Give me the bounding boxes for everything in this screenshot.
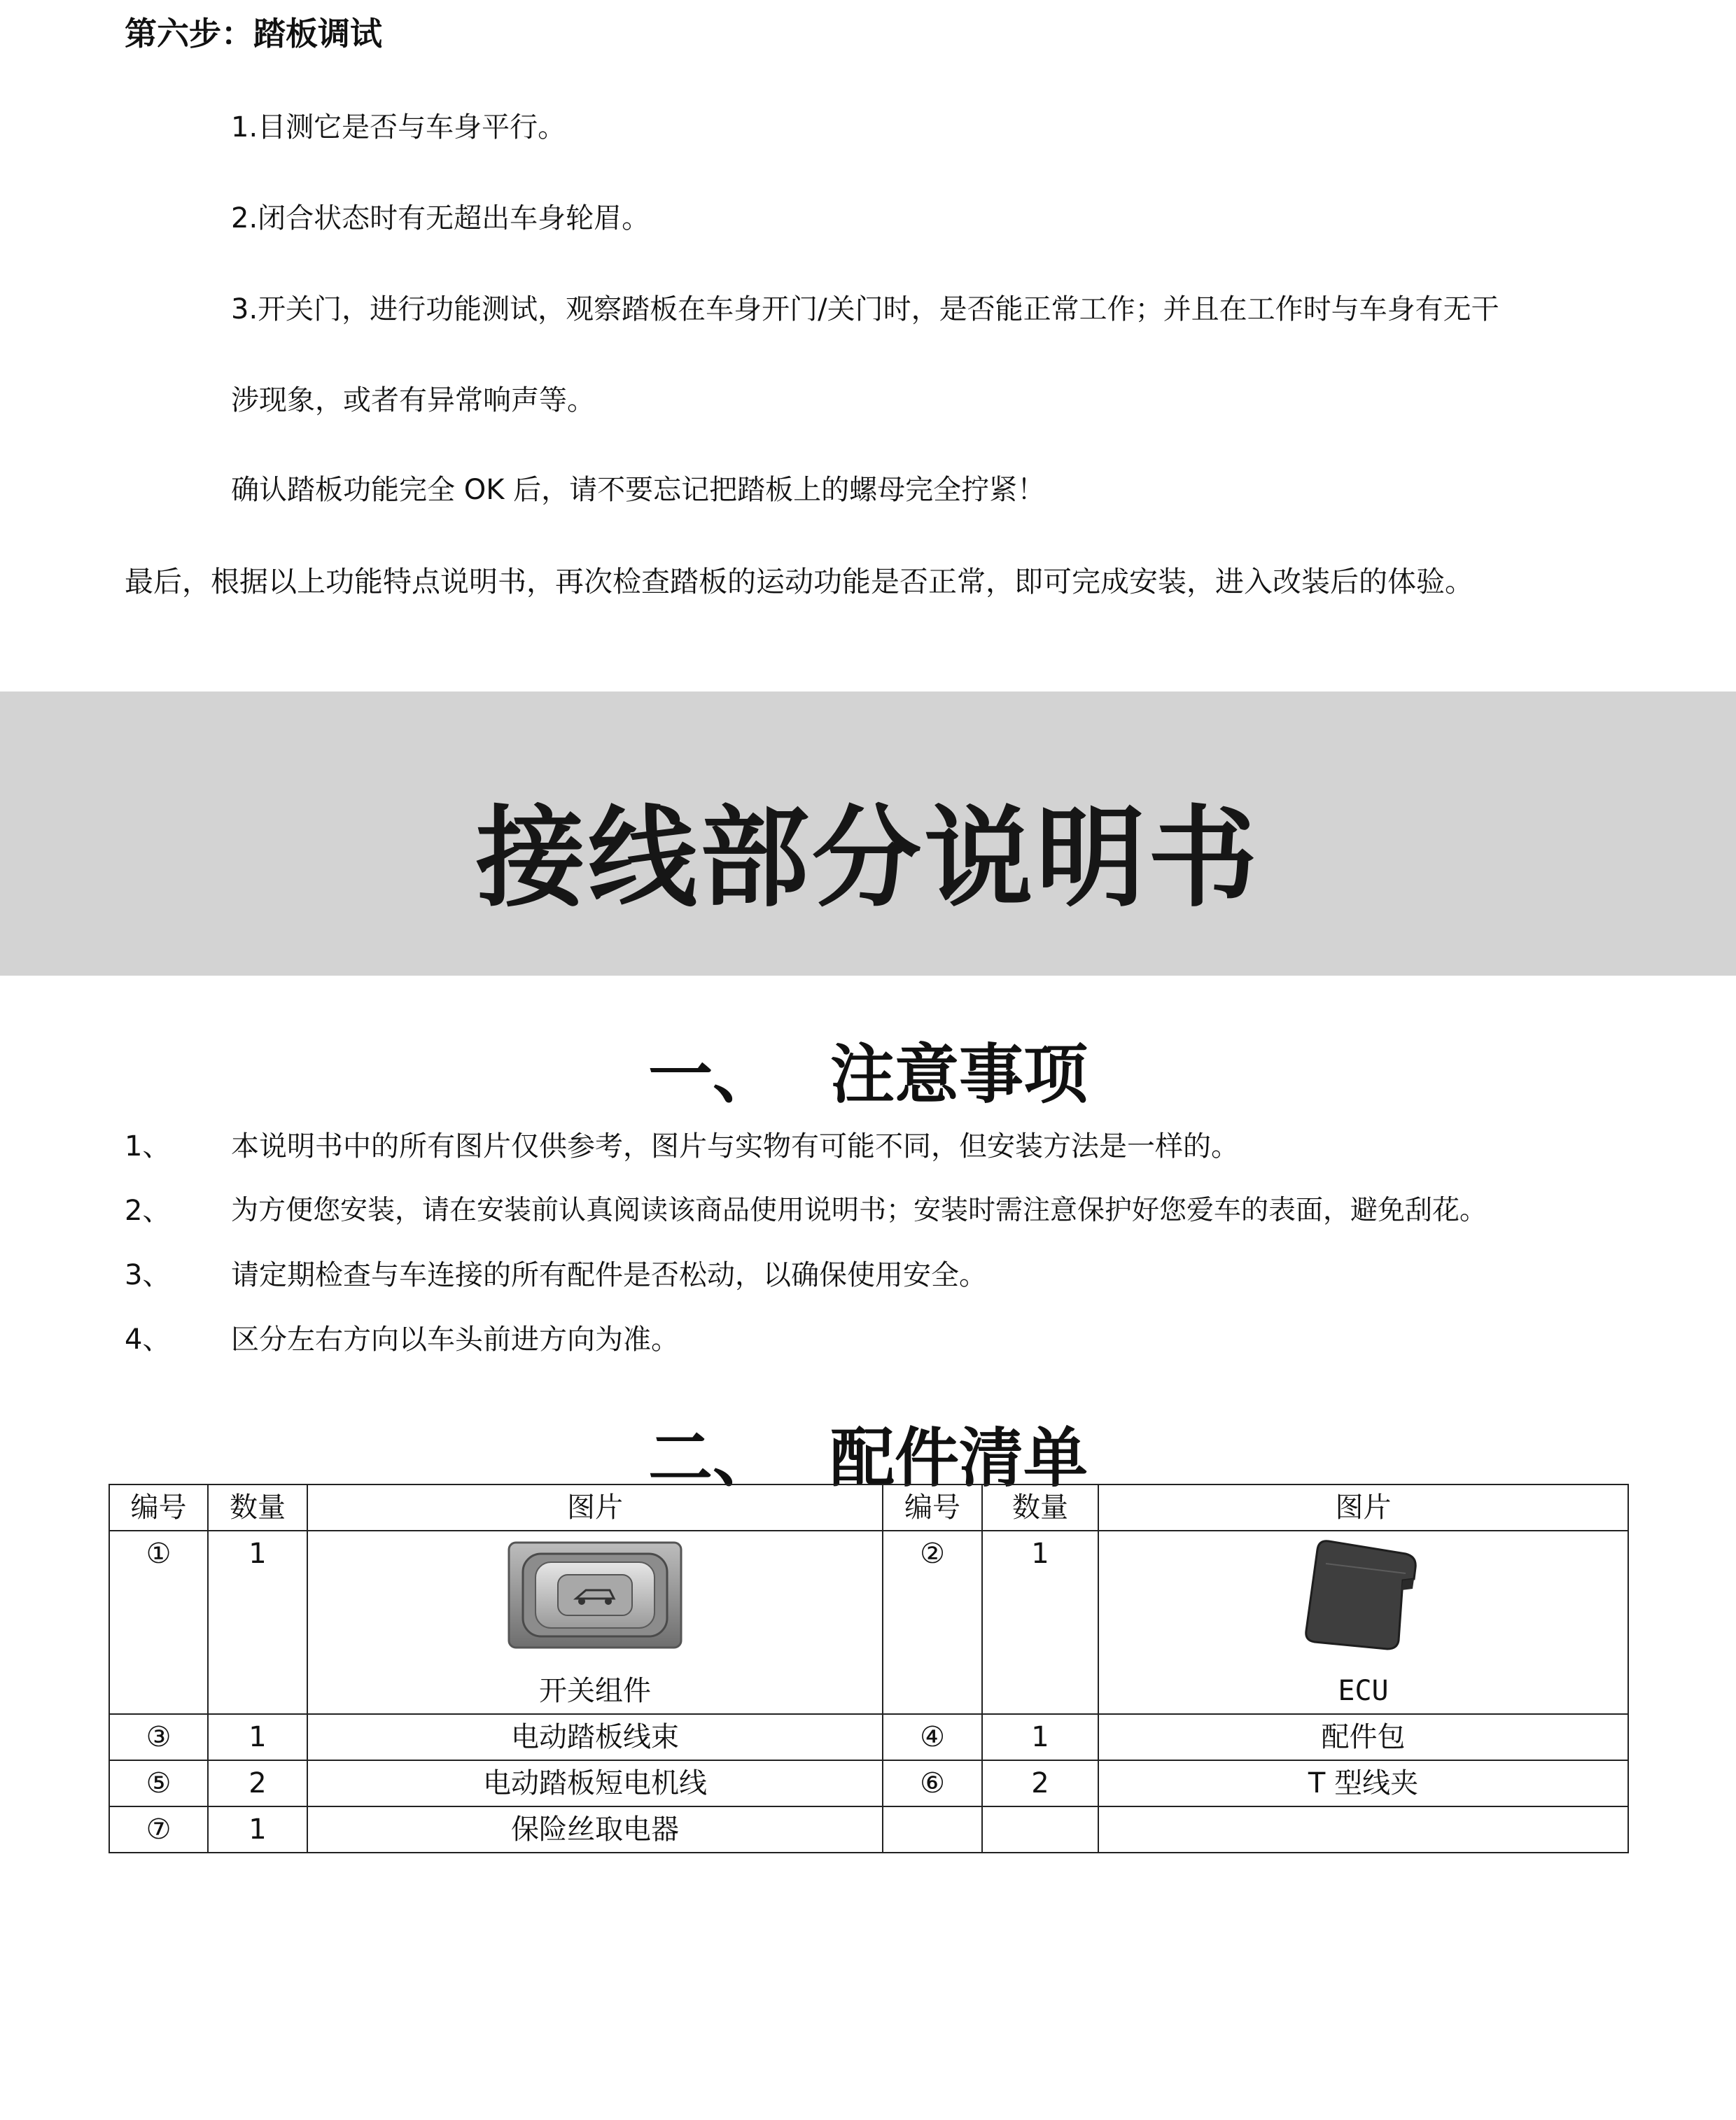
cell-id: ④ <box>883 1714 982 1760</box>
table-row <box>109 1531 1628 1714</box>
parts-table <box>108 1484 1629 1853</box>
cell-qty: 1 <box>208 1806 307 1853</box>
header-id-2: 编号 <box>883 1484 982 1531</box>
parts-section-number: 二、 <box>648 1421 777 1496</box>
parts-section-label: 配件清单 <box>830 1421 1088 1496</box>
part-name-1: 开关组件 <box>539 1675 651 1707</box>
cell-id: ⑤ <box>109 1760 208 1806</box>
cell-qty <box>982 1806 1098 1853</box>
table-row <box>109 1806 1628 1853</box>
notes-section-title <box>0 1023 1736 1116</box>
cell-id <box>883 1806 982 1853</box>
cell-qty: 2 <box>982 1760 1098 1806</box>
note-text-2: 为方便您安装，请在安装前认真阅读该商品使用说明书；安装时需注意保护好您爱车的表面，避免刮花。 <box>231 1195 1488 1226</box>
note-num-4: 4、 <box>125 1324 171 1356</box>
table-row <box>109 1714 1628 1760</box>
cell-image-ecu <box>1098 1531 1628 1714</box>
step6-item-2: 2.闭合状态时有无超出车身轮眉。 <box>231 202 650 234</box>
note-text-4: 区分左右方向以车头前进方向为准。 <box>231 1324 679 1356</box>
cell-id: ③ <box>109 1714 208 1760</box>
table-row <box>109 1760 1628 1806</box>
switch-assembly-image <box>507 1541 682 1649</box>
header-image-2: 图片 <box>1098 1484 1628 1531</box>
step6-item-1: 1.目测它是否与车身平行。 <box>231 111 566 143</box>
step6-confirm: 确认踏板功能完全 OK 后，请不要忘记把踏板上的螺母完全拧紧！ <box>231 474 1046 506</box>
part-name-4: 配件包 <box>1098 1714 1628 1760</box>
cell-qty: 2 <box>208 1760 307 1806</box>
cell-qty: 1 <box>982 1531 1098 1714</box>
step6-item-3-cont: 涉现象，或者有异常响声等。 <box>231 384 595 416</box>
header-qty-1: 数量 <box>208 1484 307 1531</box>
note-text-1: 本说明书中的所有图片仅供参考，图片与实物有可能不同，但安装方法是一样的。 <box>231 1130 1239 1163</box>
note-num-3: 3、 <box>125 1259 171 1291</box>
part-name-6: T 型线夹 <box>1098 1760 1628 1806</box>
cell-id: ① <box>109 1531 208 1714</box>
notes-section-label: 注意事项 <box>830 1037 1088 1112</box>
cell-id: ② <box>883 1531 982 1714</box>
part-name-5: 电动踏板短电机线 <box>307 1760 883 1806</box>
cell-image-switch <box>307 1531 883 1714</box>
cell-qty: 1 <box>208 1531 307 1714</box>
header-qty-2: 数量 <box>982 1484 1098 1531</box>
step6-final: 最后，根据以上功能特点说明书，再次检查踏板的运动功能是否正常，即可完成安装，进入改装后的体验。 <box>125 565 1474 598</box>
header-id-1: 编号 <box>109 1484 208 1531</box>
cell-qty: 1 <box>982 1714 1098 1760</box>
part-name-8 <box>1098 1806 1628 1853</box>
ecu-image <box>1301 1536 1427 1655</box>
header-image-1: 图片 <box>307 1484 883 1531</box>
step6-item-3: 3.开关门，进行功能测试，观察踏板在车身开门/关门时，是否能正常工作；并且在工作时与车身有无干 <box>231 293 1499 325</box>
part-name-2: ECU <box>1338 1675 1389 1707</box>
note-text-3: 请定期检查与车连接的所有配件是否松动，以确保使用安全。 <box>231 1259 987 1291</box>
cell-id: ⑥ <box>883 1760 982 1806</box>
part-name-7: 保险丝取电器 <box>307 1806 883 1853</box>
banner-title: 接线部分说明书 <box>476 794 1260 922</box>
notes-section-number: 一、 <box>648 1037 777 1112</box>
step6-heading: 第六步：踏板调试 <box>125 15 382 52</box>
table-header-row <box>109 1484 1628 1531</box>
part-name-3: 电动踏板线束 <box>307 1714 883 1760</box>
note-num-1: 1、 <box>125 1130 171 1163</box>
cell-qty: 1 <box>208 1714 307 1760</box>
cell-id: ⑦ <box>109 1806 208 1853</box>
note-num-2: 2、 <box>125 1195 171 1227</box>
